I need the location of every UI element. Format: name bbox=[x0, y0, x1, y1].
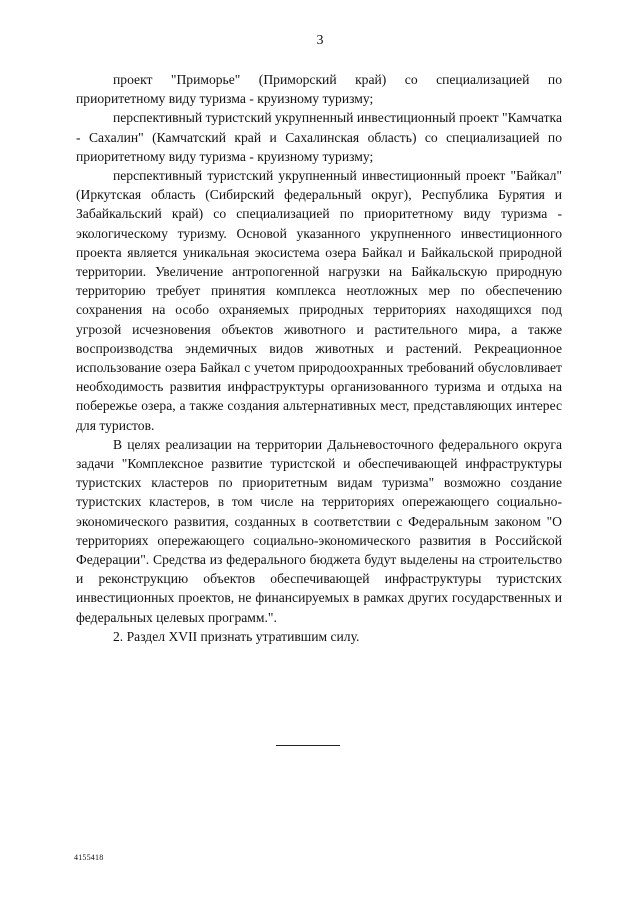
paragraph-primorye: проект "Приморье" (Приморский край) со специализацией по приоритетному виду туризма - круизному туризму; bbox=[76, 72, 562, 107]
paragraph-kamchatka-sakhalin: перспективный туристский укрупненный инвестиционный проект "Камчатка - Сахалин" (Камчатский край и Сахалинская область) со специализацией по приоритетному виду туризма - круизному туризму; bbox=[76, 110, 562, 164]
document-code: 4155418 bbox=[74, 853, 104, 862]
document-body bbox=[76, 70, 562, 646]
paragraph-section-xvii: 2. Раздел XVII признать утратившим силу. bbox=[113, 628, 360, 644]
end-of-document-rule bbox=[276, 745, 340, 746]
paragraph-far-east-clusters: В целях реализации на территории Дальневосточного федерального округа задачи "Комплексное развитие туристской и обеспечивающей инфраструктуры туристских кластеров по приоритетным видам туризма" возможно создание туристских кластеров, в том числе на территориях опережающего социально-экономического развития, созданных в соответствии с Федеральным законом "О территориях опережающего социально-экономического развития в Российской Федерации". Средства из федерального бюджета будут выделены на строительство и реконструкцию объектов обеспечивающей инфраструктуры туристских инвестиционных проектов, не финансируемых в рамках других государственных и федеральных целевых программ.". bbox=[76, 436, 562, 625]
page-number: 3 bbox=[316, 33, 324, 48]
paragraph-baikal: перспективный туристский укрупненный инвестиционный проект "Байкал" (Иркутская область (Сибирский федеральный округ), Республика Бурятия и Забайкальский край) со специализацией по приоритетному виду туризма - экологическому туризму. Основой указанного укрупненного инвестиционного проекта является уникальная экосистема озера Байкал и Байкальской природной территории. Увеличение антропогенной нагрузки на Байкальскую природную территорию требует принятия комплекса неотложных мер по обеспечению сохранения на особо охраняемых природных территориях находящихся под угрозой исчезновения объектов животного и растительного мира, а также воспроизводства эндемичных видов животных и растений. Рекреационное использование озера Байкал с учетом природоохранных требований обусловливает необходимость развития инфраструктуры организованного туризма и отдыха на побережье озера, а также создания альтернативных мест, представляющих интерес для туристов. bbox=[76, 168, 562, 433]
